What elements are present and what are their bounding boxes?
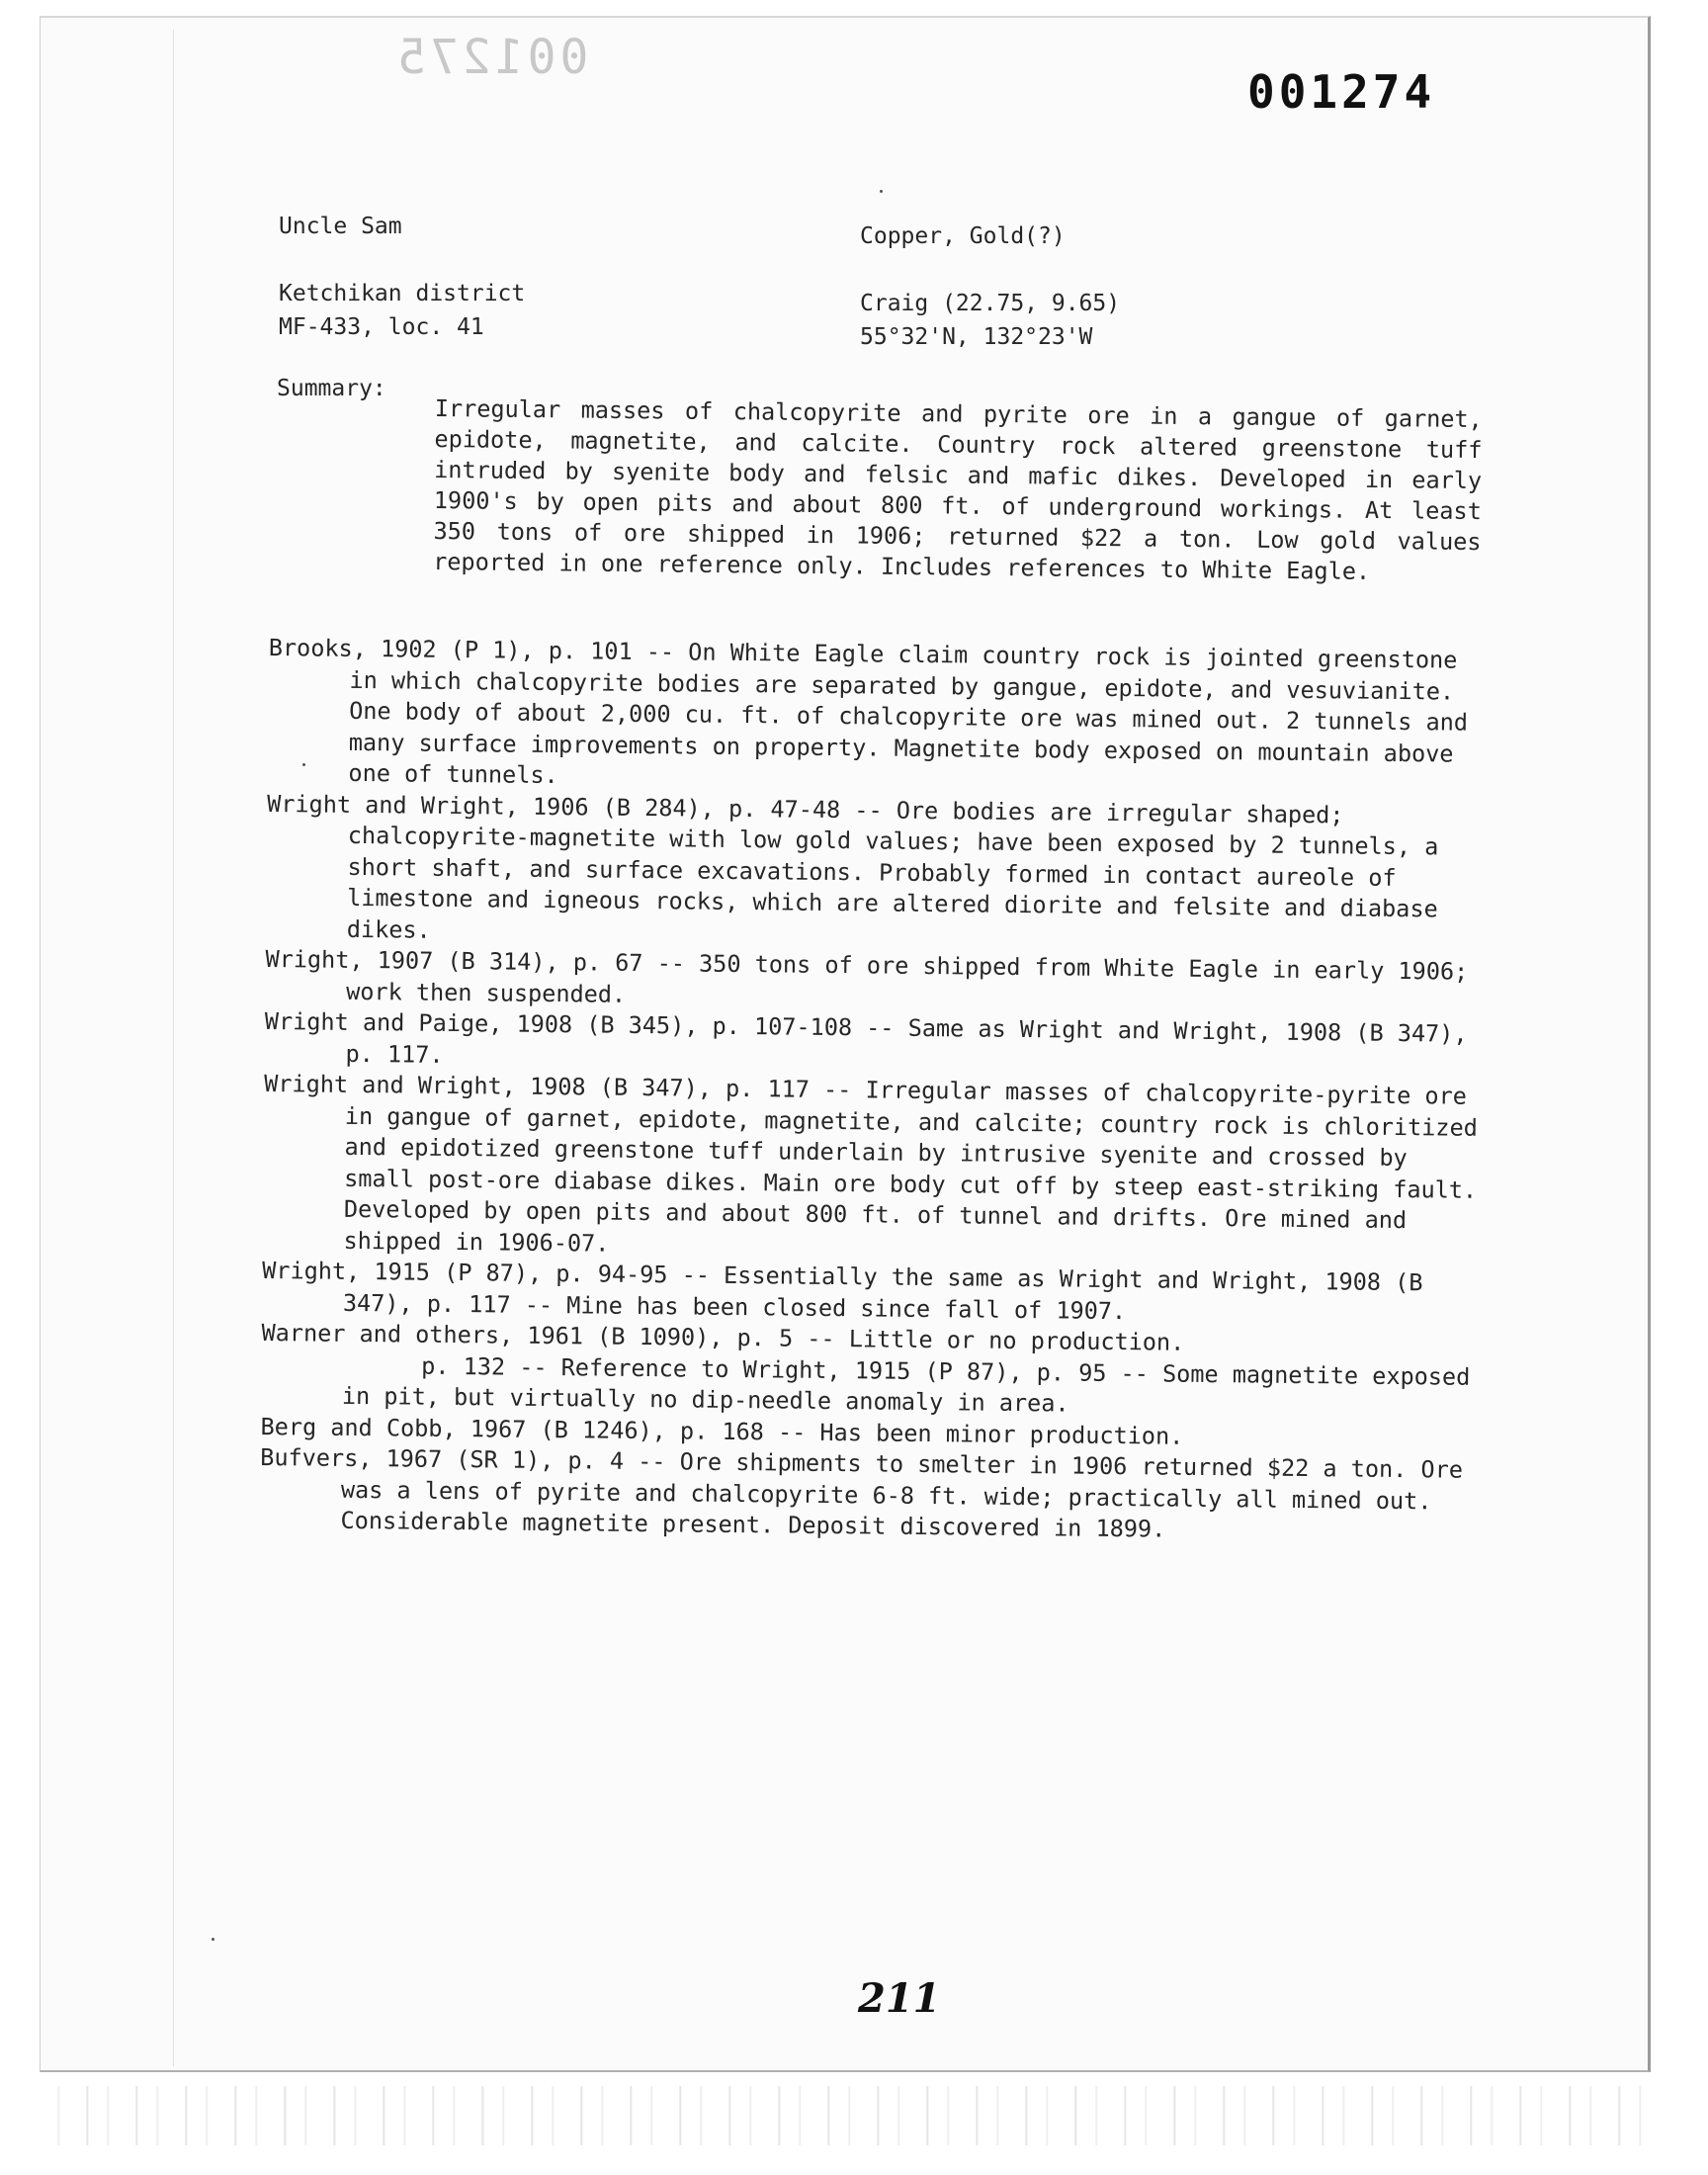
reference-entry: p. 132 -- Reference to Wright, 1915 (P 87), p. 95 -- Some magnetite exposed in pit, but virtually no dip-needle anomaly in area. — [341, 1351, 1471, 1418]
scan-streaks — [40, 2086, 1651, 2145]
scan-speck — [212, 1938, 214, 1941]
summary-text: Irregular masses of chalcopyrite and pyrite ore in a gangue of garnet, epidote, magnetite, and calcite. Country rock altered greenstone tuff intruded by syenite body and felsic and mafic dikes. Developed in early 1900's by open pits and about 800 ft. of underground workings. At least 350 tons of ore shipped in 1906; returned $22 a ton. Low gold values reported in one reference only. Includes references to White Eagle. — [433, 393, 1483, 585]
ghost-stamp-number: 001275 — [393, 30, 589, 85]
reference-entry: Wright and Wright, 1906 (B 284), p. 47-48 -- Ore bodies are irregular shaped; chalcopyrite-magnetite with low gold values; have been exposed by 2 tunnels, a short shaft, and surface excavations. Probably formed in contact aureole of limestone and igneous rocks, which are altered diorite and felsite and diabase dikes. — [267, 789, 1439, 944]
coordinates: 55°32'N, 132°23'W — [860, 324, 1093, 350]
scan-speck — [302, 763, 305, 766]
scan-edge-line — [173, 30, 174, 2066]
reference-entry: Warner and others, 1961 (B 1090), p. 5 -- Little or no production. — [261, 1318, 1185, 1356]
quadrangle: Craig (22.75, 9.65) — [860, 291, 1121, 316]
reference-entry: Wright, 1907 (B 314), p. 67 -- 350 tons of ore shipped from White Eagle in early 1906; work then suspended. — [265, 944, 1469, 1008]
reference-entry: Wright, 1915 (P 87), p. 94-95 -- Essentially the same as Wright and Wright, 1908 (B 347), p. 117 -- Mine has been closed since fall of 1907. — [262, 1256, 1423, 1325]
district: Ketchikan district — [279, 281, 526, 306]
map-reference: MF-433, loc. 41 — [279, 314, 484, 340]
scan-speck — [880, 190, 883, 193]
summary-label: Summary: — [277, 376, 386, 401]
reference-entry: Brooks, 1902 (P 1), p. 101 -- On White Eagle claim country rock is jointed greenstone in which chalcopyrite bodies are separated by gangue, epidote, and vesuvianite. One body of about 2,000 cu. ft. of chalcopyrite ore was mined out. 2 tunnels and many surface improvements on property. Magnetite body exposed on mountain above one of tunnels. — [268, 633, 1469, 790]
commodities: Copper, Gold(?) — [860, 223, 1066, 249]
reference-entry: Bufvers, 1967 (SR 1), p. 4 -- Ore shipments to smelter in 1906 returned $22 a ton. Ore was a lens of pyrite and chalcopyrite 6-8 ft. wide; practically all mined out. Considerable magnetite present. Deposit discovered in 1899. — [260, 1442, 1464, 1543]
page-number: 211 — [858, 1975, 941, 2022]
stamp-number: 001274 — [1247, 65, 1436, 119]
property-name: Uncle Sam — [279, 214, 402, 239]
reference-entry: Wright and Wright, 1908 (B 347), p. 117 -- Irregular masses of chalcopyrite-pyrite ore in gangue of garnet, epidote, magnetite, and calcite; country rock is chloritized and epidotized greenstone tuff underlain by intrusive syenite and crossed by small post-ore diabase dikes. Main ore body cut off by steep east-striking fault. Developed by open pits and about 800 ft. of tunnel and drifts. Ore mined and shipped in 1906-07. — [264, 1069, 1478, 1258]
reference-entry: Wright and Paige, 1908 (B 345), p. 107-108 -- Same as Wright and Wright, 1908 (B 347), p. 117. — [264, 1006, 1468, 1069]
reference-entry: Berg and Cobb, 1967 (B 1246), p. 168 -- Has been minor production. — [260, 1412, 1184, 1450]
reference-list — [259, 633, 1494, 1548]
